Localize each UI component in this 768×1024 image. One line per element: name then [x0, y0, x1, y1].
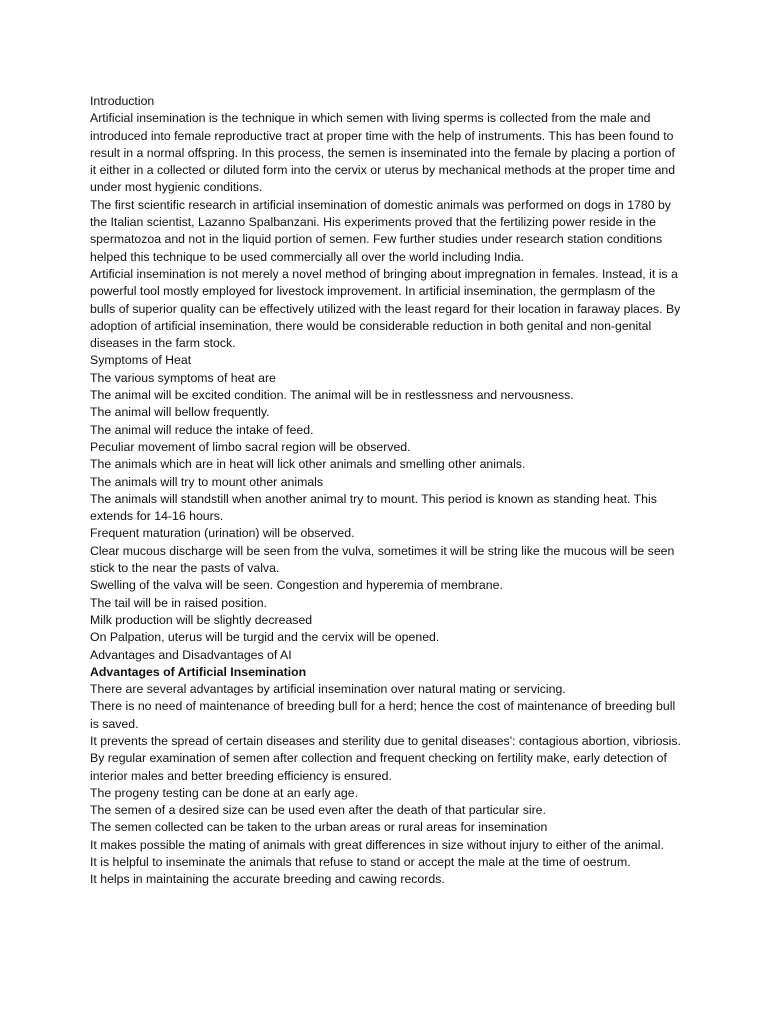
symptom-item: The animals will standstill when another animal try to mount. This period is known as standing heat. This extends for 14-16 hours.: [90, 491, 657, 524]
symptom-item: Peculiar movement of limbo sacral region will be observed.: [90, 439, 411, 454]
advantage-item: It is helpful to inseminate the animals that refuse to stand or accept the male at the time of oestrum.: [90, 855, 631, 870]
advantage-item: It prevents the spread of certain diseases and sterility due to genital diseases': contagious abortion, vibriosis.: [90, 733, 681, 748]
symptom-item: Milk production will be slightly decreased: [90, 612, 313, 627]
advantage-item: The semen collected can be taken to the urban areas or rural areas for insemination: [90, 820, 548, 835]
intro-paragraph-livestock-improvement: Artificial insemination is not merely a novel method of bringing about impregnation in females. Instead, it is a powerful tool mostly employed for livestock improvement. In artificial insemination, the germplasm of the bulls of superior quality can be effectively utilized with the least regard for their location in faraway places. By adoption of artificial insemination, there would be considerable reduction in both genital and non-genital diseases in the farm stock.: [90, 266, 681, 351]
symptom-item: The animals which are in heat will lick other animals and smelling other animals.: [90, 457, 526, 472]
advantage-item: There is no need of maintenance of breeding bull for a herd; hence the cost of maintenance of breeding bull is saved.: [90, 699, 676, 731]
advantage-item: The semen of a desired size can be used even after the death of that particular sire.: [90, 803, 546, 818]
advantages-intro-line: There are several advantages by artificial insemination over natural mating or servicing.: [90, 682, 566, 697]
symptom-item: Swelling of the valva will be seen. Congestion and hyperemia of membrane.: [90, 578, 503, 593]
intro-paragraph-definition: Artificial insemination is the technique in which semen with living sperms is collected from the male and introduced into female reproductive tract at proper time with the help of instruments. This has been found to result in a normal offspring. In this process, the semen is inseminated into the female by placing a portion of it either in a collected or diluted form into the cervix or uterus by mechanical methods at the proper time and under most hygienic conditions.: [90, 111, 676, 195]
symptom-item: On Palpation, uterus will be turgid and the cervix will be opened.: [90, 630, 440, 645]
symptom-item: Clear mucous discharge will be seen from the vulva, sometimes it will be string like the mucous will be seen stick to the near the pasts of valva.: [90, 543, 675, 576]
advantage-item: It makes possible the mating of animals with great differences in size without injury to either of the animal.: [90, 837, 664, 852]
section-heading-advantages-disadvantages: Advantages and Disadvantages of AI: [90, 647, 292, 662]
symptom-item: The tail will be in raised position.: [90, 595, 268, 610]
symptom-item: The animals will try to mount other animals: [90, 474, 324, 489]
symptom-item: Frequent maturation (urination) will be observed.: [90, 526, 355, 541]
section-heading-introduction: Introduction: [90, 94, 155, 108]
section-heading-symptoms-of-heat: Symptoms of Heat: [90, 353, 192, 368]
advantage-item: By regular examination of semen after collection and frequent checking on fertility make, early detection of interior males and better breeding efficiency is ensured.: [90, 751, 667, 783]
subheading-advantages: Advantages of Artificial Insemination: [90, 664, 307, 679]
intro-paragraph-history: The first scientific research in artificial insemination of domestic animals was performed on dogs in 1780 by the Italian scientist, Lazanno Spalbanzani. His experiments proved that the fertilizing power reside in the spermatozoa and not in the liquid portion of semen. Few further studies under research station conditions helped this technique to be used commercially all over the world including India.: [90, 197, 671, 264]
advantage-item: The progeny testing can be done at an early age.: [90, 785, 358, 800]
symptom-item: The animal will be excited condition. The animal will be in restlessness and nervousness.: [90, 388, 574, 403]
document-body: [90, 93, 682, 889]
symptom-item: The animal will bellow frequently.: [90, 405, 270, 420]
symptom-item: The animal will reduce the intake of feed.: [90, 422, 314, 437]
advantage-item: It helps in maintaining the accurate breeding and cawing records.: [90, 872, 445, 887]
symptoms-intro-line: The various symptoms of heat are: [90, 370, 276, 385]
